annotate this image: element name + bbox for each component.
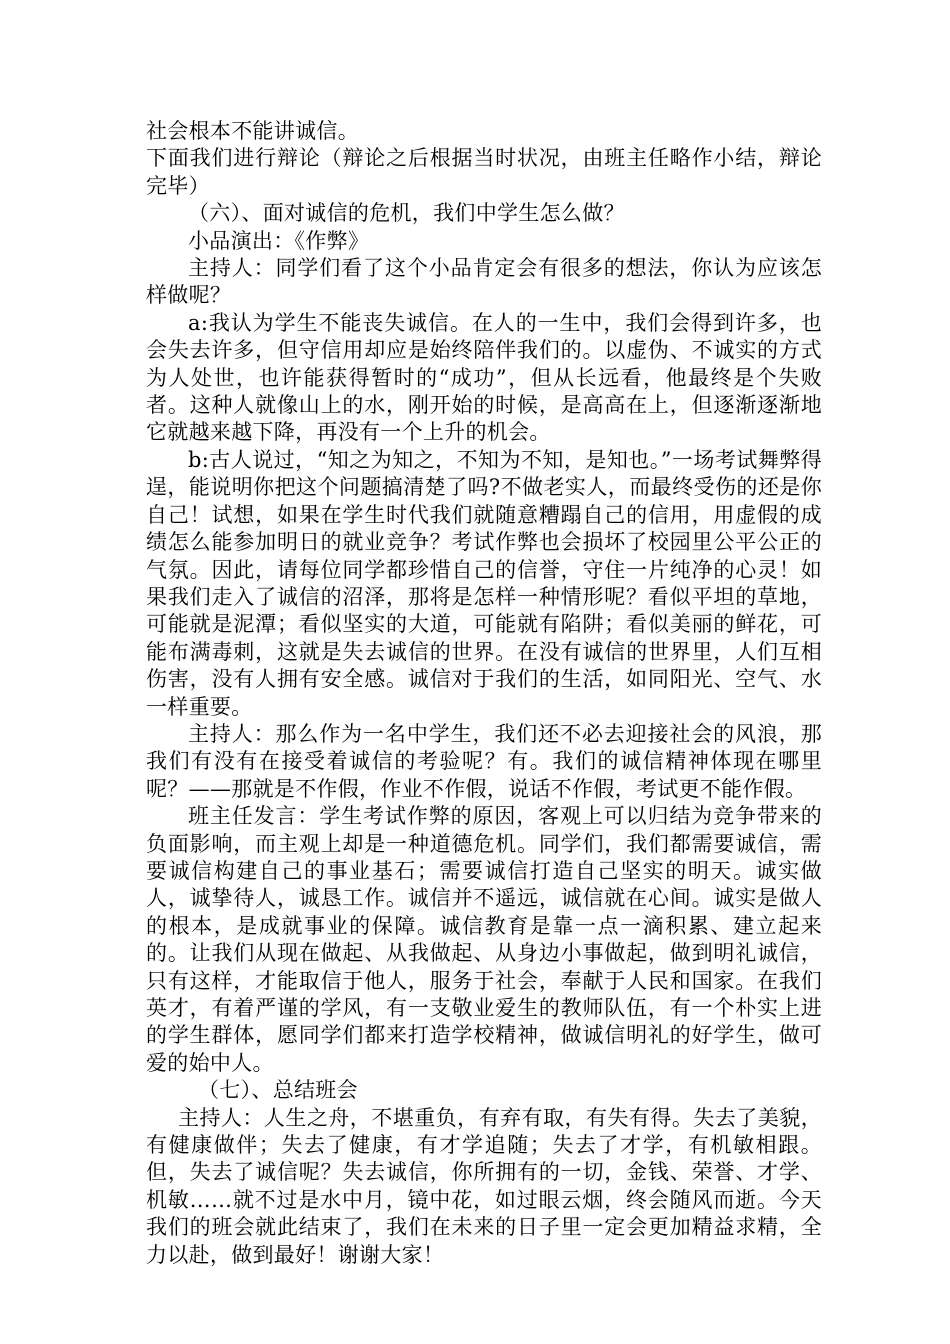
- paragraph-host-summary: 主持人：人生之舟，不堪重负，有弃有取，有失有得。失去了美貌，有健康做伴；失去了健康，有才学追随；失去了才学，有机敏相跟。但，失去了诚信呢？失去诚信，你所拥有的一切，金钱、荣誉、才学、机敏……就不过是水中月，镜中花，如过眼云烟，终会随风而逝。今天我们的班会就此结束了，我们在未来的日子里一定会更加精益求精，全力以赴，做到最好！谢谢大家！: [146, 1105, 822, 1267]
- section-heading-7: （七）、总结班会: [198, 1078, 358, 1103]
- paragraph-1: 社会根本不能讲诚信。: [146, 119, 359, 143]
- paragraph-2: 下面我们进行辩论（辩论之后根据当时状况，由班主任略作小结，辩论完毕）: [146, 146, 822, 198]
- paragraph-skit: 小品演出：《作弊》: [188, 228, 370, 253]
- document-page: [146, 118, 822, 1269]
- section-heading-6: （六）、面对诚信的危机，我们中学生怎么做？: [188, 201, 625, 226]
- paragraph-teacher-speech: 班主任发言：学生考试作弊的原因，客观上可以归结为竞争带来的负面影响，而主观上却是一种道德危机。同学们，我们都需要诚信，需要诚信构建自己的事业基石；需要诚信打造自己坚实的明天。诚实做人，诚挚待人，诚恳工作。诚信并不遥远，诚信就在心间。诚实是做人的根本，是成就事业的保障。诚信教育是靠一点一滴积累、建立起来的。让我们从现在做起、从我做起、从身边小事做起，做到明礼诚信，只有这样，才能取信于他人，服务于社会，奉献于人民和国家。在我们英才，有着严谨的学风，有一支敬业爱生的教师队伍，有一个朴实上进的学生群体，愿同学们都来打造学校精神，做诚信明礼的好学生，做可爱的始中人。: [146, 804, 822, 1075]
- paragraph-b: b:古人说过，“知之为知之，不知为不知，是知也。”一场考试舞弊得逞，能说明你把这个问题搞清楚了吗?不做老实人，而最终受伤的还是你自己！试想，如果在学生时代我们就随意糟蹋自己的信用，用虚假的成绩怎么能参加明日的就业竞争？考试作弊也会损坏了校园里公平公正的气氛。因此，请每位同学都珍惜自己的信誉，守住一片纯净的心灵！如果我们走入了诚信的沼泽，那将是怎样一种情形呢？看似平坦的草地，可能就是泥潭；看似坚实的大道，可能就有陷阱；看似美丽的鲜花，可能布满毒刺，这就是失去诚信的世界。在没有诚信的世界里，人们互相伤害，没有人拥有安全感。诚信对于我们的生活，如同阳光、空气、水一样重要。: [146, 447, 822, 719]
- paragraph-a: a:我认为学生不能丧失诚信。在人的一生中，我们会得到许多，也会失去许多，但守信用却应是始终陪伴我们的。以虚伪、不诚实的方式为人处世，也许能获得暂时的“成功”，但从长远看，他最终是个失败者。这种人就像山上的水，刚开始的时候，是高高在上，但逐渐逐渐地它就越来越下降，再没有一个上升的机会。: [146, 310, 822, 445]
- paragraph-host-question: 主持人：同学们看了这个小品肯定会有很多的想法，你认为应该怎样做呢？: [146, 256, 822, 308]
- paragraph-host-response: 主持人：那么作为一名中学生，我们还不必去迎接社会的风浪，那我们有没有在接受着诚信的考验呢？有。我们的诚信精神体现在哪里呢？——那就是不作假，作业不作假，说话不作假，考试更不能作假。: [146, 721, 822, 801]
